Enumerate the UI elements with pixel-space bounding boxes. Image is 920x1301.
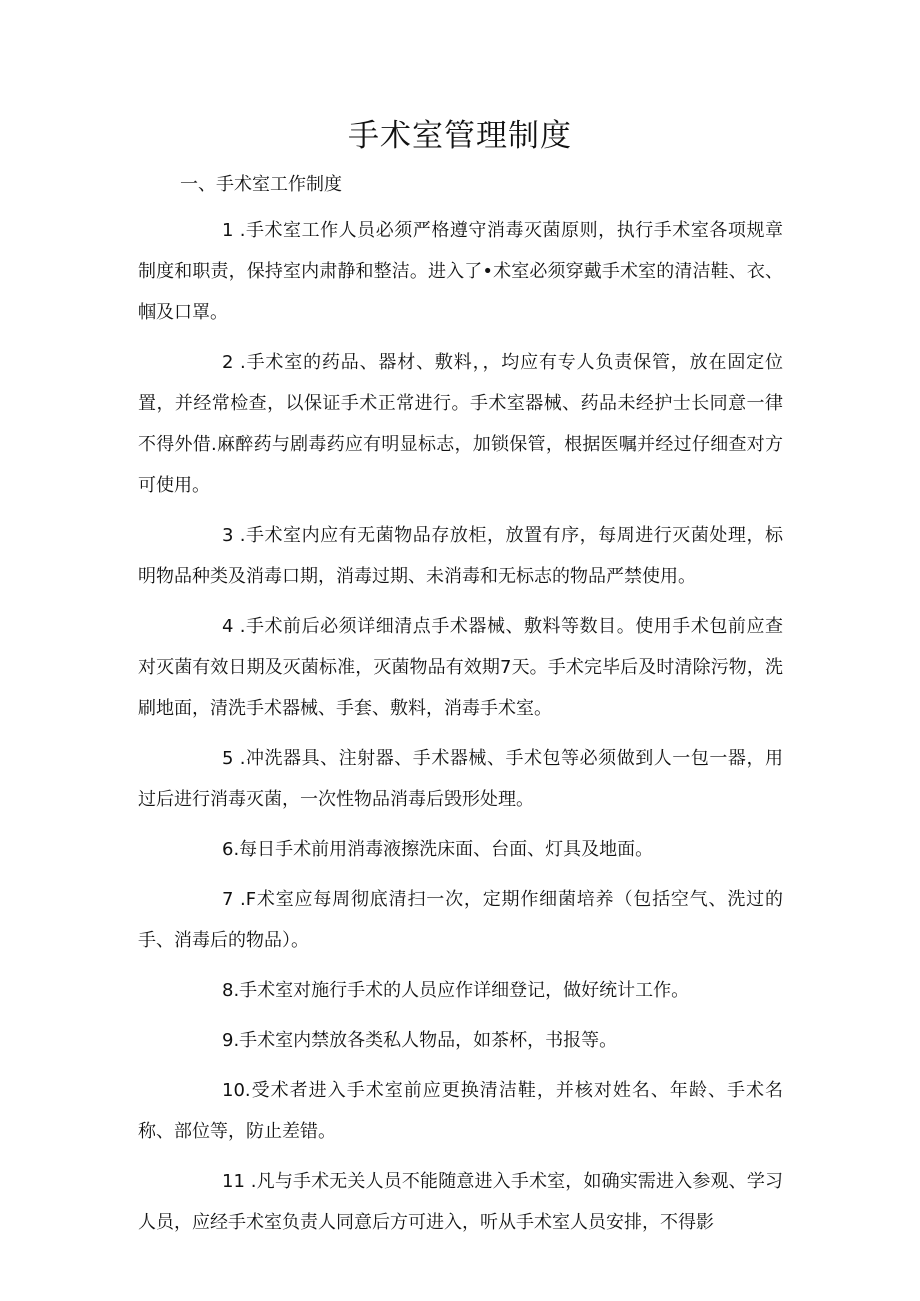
document-body (138, 210, 783, 1252)
item-text: .每日手术前用消毒液擦洗床面、台面、灯具及地面。 (233, 839, 654, 860)
item-number: 8 (222, 980, 234, 1001)
item-number: 7 (222, 889, 234, 910)
rule-item-11 (138, 1161, 783, 1243)
item-number: 2 (222, 352, 234, 373)
rule-item-6 (138, 829, 783, 870)
item-text: .受术者进入手术室前应更换清洁鞋，并核对姓名、年龄、手术名称、部位等，防止差错。 (138, 1080, 783, 1142)
item-number: 10 (222, 1080, 245, 1101)
rule-item-7 (138, 879, 783, 961)
rule-item-5 (138, 738, 783, 820)
item-number: 6 (222, 839, 234, 860)
item-number: 9 (222, 1030, 234, 1051)
item-text: .凡与手术无关人员不能随意进入手术室，如确实需进入参观、学习人员，应经手术室负责人同意后方可进入，听从手术室人员安排，不得影 (138, 1171, 783, 1233)
item-number: 5 (222, 748, 234, 769)
item-text: .手术室内禁放各类私人物品，如茶杯，书报等。 (233, 1030, 618, 1051)
item-number: 11 (222, 1171, 245, 1192)
rule-item-2 (138, 342, 783, 506)
item-text: .手术室内应有无菌物品存放柜，放置有序，每周进行灭菌处理，标明物品种类及消毒口期，消毒过期、未消毒和无标志的物品严禁使用。 (138, 525, 783, 587)
document-title: 手术室管理制度 (348, 118, 572, 154)
rule-item-10 (138, 1070, 783, 1152)
item-text: .冲洗器具、注射器、手术器械、手术包等必须做到人一包一器，用过后进行消毒灭菌，一次性物品消毒后毁形处理。 (138, 748, 783, 810)
item-text: .手术室对施行手术的人员应作详细登记，做好统计工作。 (233, 980, 690, 1001)
rule-item-1 (138, 210, 783, 333)
item-text: .手术室的药品、器材、敷料，，均应有专人负责保管，放在固定位置，并经常检查，以保证手术正常进行。手术室器械、药品未经护士长同意一律不得外借.麻醉药与剧毒药应有明显标志，加锁保管，根据医嘱并经过仔细查对方可使用。 (138, 352, 783, 496)
item-number: 4 (222, 616, 234, 637)
item-number: 3 (222, 525, 234, 546)
item-text: .手术室工作人员必须严格遵守消毒灭菌原则，执行手术室各项规章制度和职责，保持室内肃静和整洁。进入了•术室必须穿戴手术室的清洁鞋、衣、帼及口罩。 (138, 220, 783, 323)
section-heading: 一、手术室工作制度 (180, 174, 342, 195)
item-text: .手术前后必须详细清点手术器械、敷料等数目。使用手术包前应查对灭菌有效日期及灭菌标准，灭菌物品有效期7天。手术完毕后及时清除污物，洗刷地面，清洗手术器械、手套、敷料，消毒手术室。 (138, 616, 783, 719)
item-number: 1 (222, 220, 234, 241)
rule-item-8 (138, 970, 783, 1011)
rule-item-9 (138, 1020, 783, 1061)
rule-item-4 (138, 606, 783, 729)
rule-item-3 (138, 515, 783, 597)
item-text: .F术室应每周彻底清扫一次，定期作细菌培养（包括空气、洗过的手、消毒后的物品）。 (138, 889, 783, 951)
